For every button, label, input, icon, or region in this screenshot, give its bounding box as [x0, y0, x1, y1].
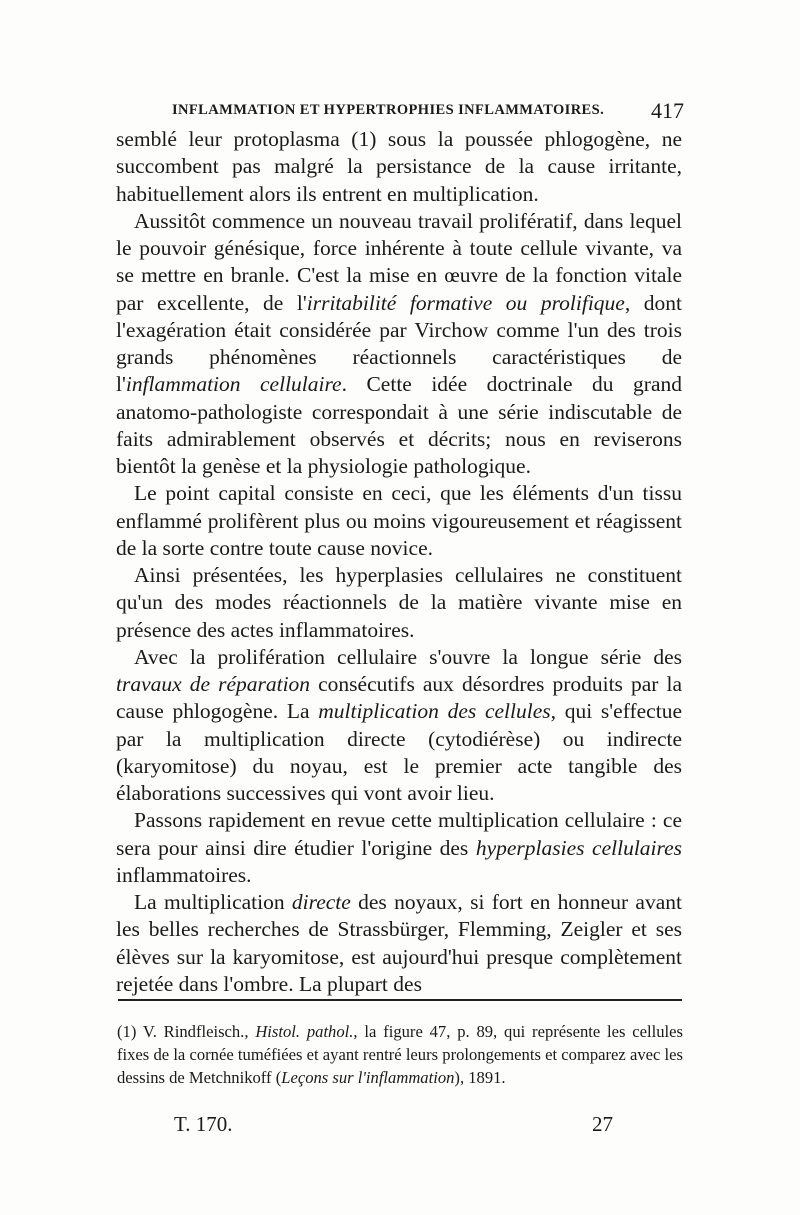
paragraph — [116, 480, 682, 562]
paragraph — [116, 644, 682, 808]
paragraph — [116, 807, 682, 889]
sheet-number: 27 — [592, 1112, 613, 1136]
page-number: 417 — [651, 98, 684, 123]
text-run: Le point capital consiste en ceci, que les éléments d'un tissu enflammé prolifèrent plus ou moins vigoureusement et réagissent de la sorte contre toute cause novice. — [116, 481, 682, 560]
running-header — [172, 98, 684, 124]
running-header-title: INFLAMMATION ET HYPERTROPHIES INFLAMMATOIRES. — [172, 102, 605, 118]
paragraph — [116, 208, 682, 481]
italic-text: irritabilité formative ou prolifique — [306, 290, 625, 315]
text-run: ), 1891. — [454, 1068, 506, 1088]
italic-text: Leçons sur l'inflammation — [281, 1068, 455, 1088]
text-run: (1) V. Rindfleisch., — [117, 1022, 256, 1041]
text-run: des noyaux, si fort en honneur avant les belles recherches de Strassbürger, Flemming, Zeigler et ses élèves sur la karyomitose, est aujourd'hui presque complètement rejetée dans l'ombre. La plupart des — [116, 890, 682, 996]
text-run: Avec la prolifération cellulaire s'ouvre la longue série des — [134, 644, 682, 669]
text-run: Passons rapidement en revue cette multiplication cellulaire : ce sera pour ainsi dire étudier l'origine des — [116, 808, 682, 860]
italic-text: travaux de réparation — [116, 672, 311, 696]
footnote-divider — [118, 999, 682, 1001]
paragraph — [116, 889, 682, 998]
footnote — [117, 1020, 683, 1090]
text-run: . Cette idée doctrinale du grand anatomo-pathologiste correspondait à une série indiscutable de faits admirablement observés et décrits; nous en reviserons bientôt la genèse et la physiologie pathologique. — [116, 372, 682, 478]
text-run: Ainsi présentées, les hyperplasies cellulaires ne constituent qu'un des modes réactionnels de la matière vivante mise en présence des actes inflammatoires. — [116, 563, 682, 642]
italic-text: inflammation cellulaire — [125, 372, 342, 397]
body-text — [116, 126, 682, 998]
text-run: La multiplication — [134, 890, 292, 914]
italic-text: directe — [291, 890, 351, 914]
text-run: consécutifs aux désordres produits par la cause phlogogène. La — [116, 672, 682, 724]
italic-text: hyperplasies cellulaires — [475, 835, 683, 860]
text-run: , qui s'effectue par la multiplication directe (cytodiérèse) ou indirecte (karyomitose) du noyau, est le premier acte tangible des élaborations successives qui vont avoir lieu. — [116, 699, 682, 805]
text-run: Aussitôt commence un nouveau travail prolifératif, dans lequel le pouvoir génésique, force inhérente à toute cellule vivante, va se mettre en branle. C'est la mise en œuvre de la fonction vitale par excellente, de l' — [116, 208, 682, 315]
text-run: inflammatoires. — [116, 862, 252, 887]
text-run: , dont l'exagération était considérée par Virchow comme l'un des trois grands phénomènes réactionnels caractéristiques de l' — [116, 290, 682, 397]
paragraph — [116, 562, 682, 644]
italic-text: Histol. pathol. — [255, 1022, 354, 1041]
italic-text: multiplication des cellules — [318, 699, 551, 724]
text-run: semblé leur protoplasma (1) sous la poussée phlogogène, ne succombent pas malgré la persistance de la cause irritante, habituellement alors ils entrent en multiplication. — [116, 127, 682, 206]
signature-mark: T. 170. — [174, 1112, 233, 1136]
paragraph — [116, 126, 682, 208]
text-run: , la figure 47, p. 89, qui représente les cellules fixes de la cornée tuméfiées et ayant rentré leurs prolongements et comparez avec les dessins de Metchnikoff ( — [117, 1022, 683, 1088]
